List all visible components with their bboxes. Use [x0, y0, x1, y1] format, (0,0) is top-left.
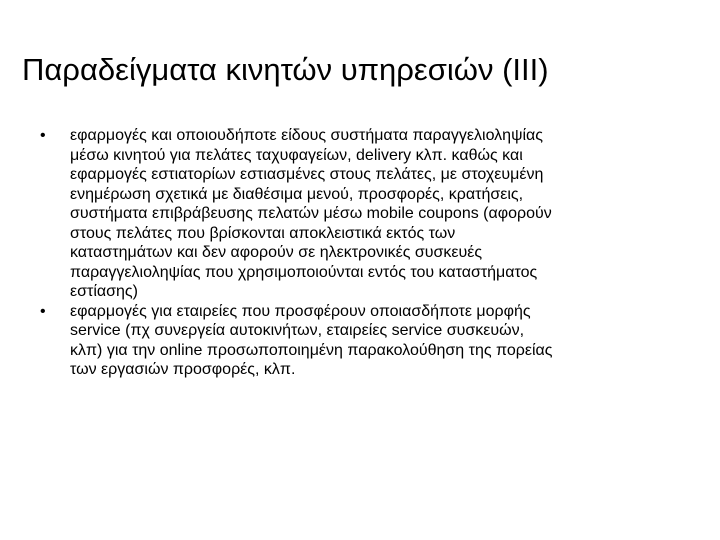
bullet-item-service-apps — [40, 302, 680, 380]
bullet-text-line: των εργασιών προσφορές, κλπ. — [70, 361, 296, 378]
bullet-text-line: κλπ) για την online προσωποποιημένη παρακολούθηση της πορείας — [70, 341, 553, 359]
bullet-text-line: παραγγελιοληψίας που χρησιμοποιούνται εντός του καταστήματος — [70, 263, 538, 281]
bullet-text-line: μέσω κινητού για πελάτες ταχυφαγείων, delivery κλπ. καθώς και — [70, 146, 523, 164]
bullet-text-line: εστίασης) — [70, 283, 138, 300]
bullet-marker: • — [40, 127, 46, 144]
bullet-text-line: εφαρμογές για εταιρείες που προσφέρουν οποιασδήποτε μορφής — [70, 302, 531, 320]
bullet-text-line: service (πχ συνεργεία αυτοκινήτων, εταιρείες service συσκευών, — [70, 322, 525, 339]
bullet-text-line: εφαρμογές και οποιουδήποτε είδους συστήματα παραγγελιοληψίας — [70, 127, 543, 144]
slide-title: Παραδείγματα κινητών υπηρεσιών (ΙΙΙ) — [22, 52, 549, 87]
bullet-list — [40, 126, 680, 380]
bullet-text-line: συστήματα επιβράβευσης πελατών μέσω mobile coupons (αφορούν — [70, 205, 552, 222]
bullet-text-line: ενημέρωση σχετικά με διαθέσιμα μενού, προσφορές, κρατήσεις, — [70, 185, 524, 203]
bullet-text-line: εφαρμογές εστιατορίων εστιασμένες στους πελάτες, με στοχευμένη — [70, 166, 544, 183]
bullet-text-line: καταστημάτων και δεν αφορούν σε ηλεκτρονικές συσκευές — [70, 244, 483, 261]
bullet-item-ordering-apps — [40, 126, 680, 302]
bullet-text-line: στους πελάτες που βρίσκονται αποκλειστικά εκτός των — [70, 224, 456, 242]
bullet-marker: • — [40, 302, 46, 320]
